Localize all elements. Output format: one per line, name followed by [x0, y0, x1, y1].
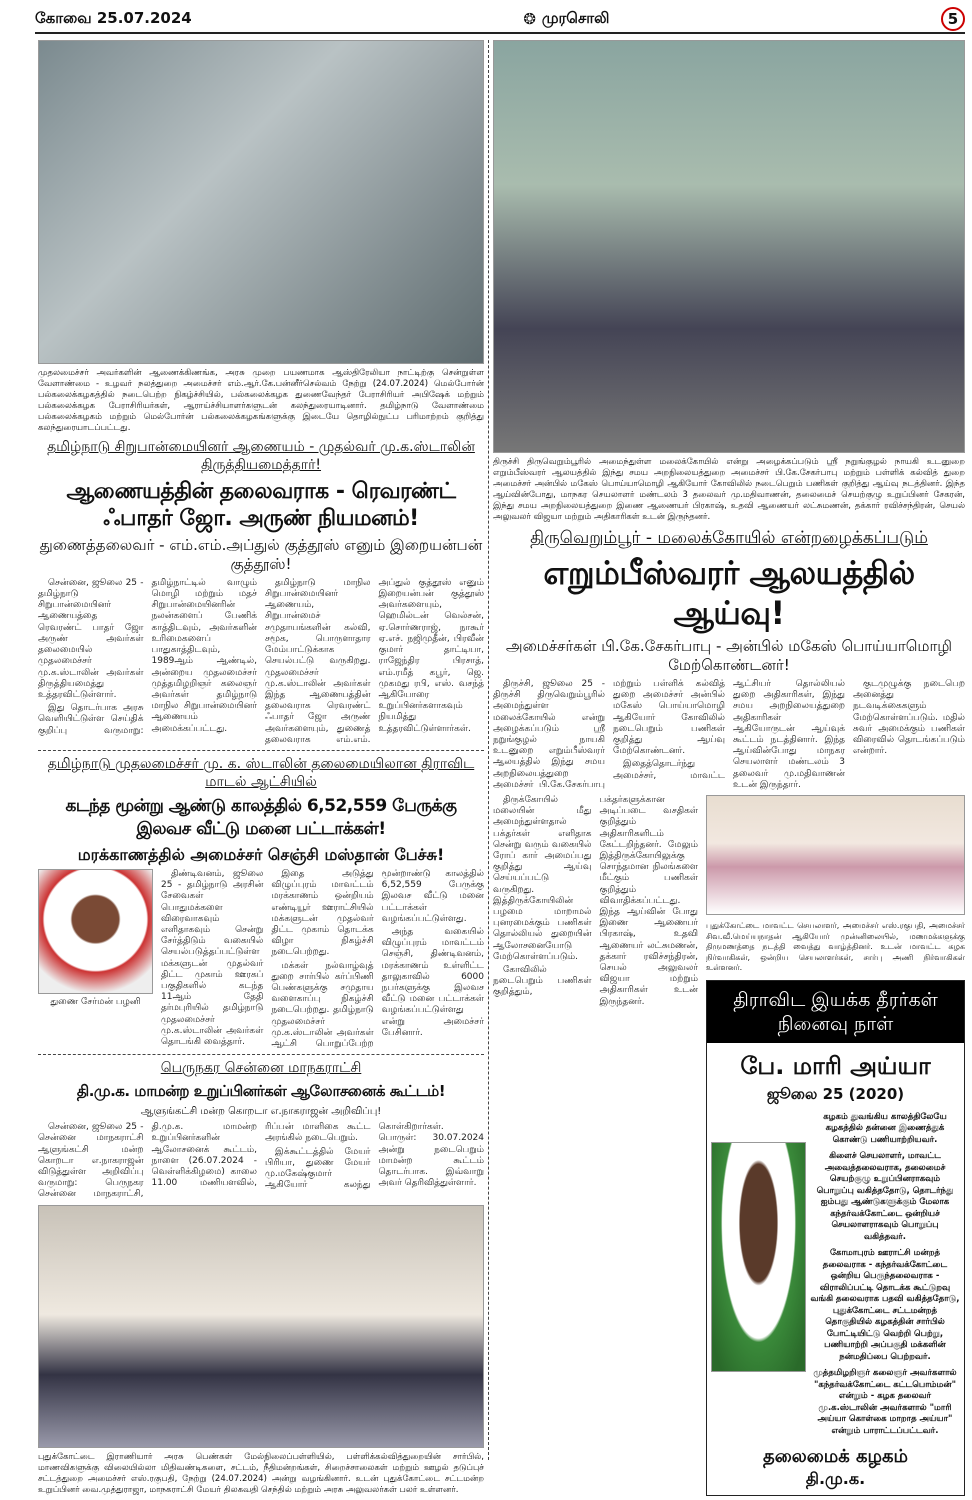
article-body [38, 578, 484, 746]
paragraph: இதைத்தொடர்ந்து அமைச்சர், மாவட்ட ஆட்சியர் தொல்லியல் துறை அதிகாரிகள், இந்து சமய அறநிலையத்துறை அதிகாரிகள் ஆகியோருடன் ஆய்வுக் கூட்டம் நடத்தினார். இந்த ஆய்வின்போது மாநகர செயலாளர் மண்டலம் 3 தலைவர் மு.மதிவாணன் உடன் இருந்தார். [613, 678, 845, 790]
right-subcolumn [706, 795, 965, 1496]
article-subheadline: துணைத்தலைவர் - எம்.எம்.அப்துல் குத்தூஸ் எனும் இறையன்பன் குத்தூஸ்! [39, 535, 483, 573]
portrait-photo [38, 869, 153, 994]
memorial-content [707, 1104, 964, 1446]
article-subheadline: அமைச்சர்கள் பி.கே.சேகர்பாபு - அன்பில் மகேஸ் பொய்யாமொழி மேற்கொண்டனர்! [505, 636, 953, 674]
paragraph: குடமுழுக்கு நடைபெற அனைத்து நடவடிக்கைகளும் மேற்கொள்ளப்படும். மதில் சுவர் அமைக்கும் பணிகள் விரைவில் தொடங்கப்படும் என்றார். [853, 678, 965, 757]
memorial-banner: திராவிட இயக்க தீரர்கள் நினைவு நாள் [707, 981, 964, 1043]
memorial-footer: தலைமைக் கழகம் [763, 1446, 908, 1467]
page-header [35, 6, 965, 34]
wedding-photo [706, 795, 965, 915]
memorial-date: ஜூலை 25 (2020) [766, 1084, 905, 1103]
temple-inspection-photo [493, 40, 965, 453]
paragraph: மக்கள் நல்வாழ்வுத் துறை சார்பில் கர்ப்பிணி பெண்களுக்கு சமுதாய வளைகாப்பு நிகழ்ச்சி நடைபெற்றது. தமிழ்நாடு முதலமைச்சர் மு.க.ஸ்டாலின் அவர்கள் ஆட்சி பொறுப்பேற்ற மூன்றாண்டு காலத்தில் 6,52,559 பேருக்கு இலவச வீட்டு மனை பட்டாக்கள் வழங்கப்பட்டுள்ளது. [271, 868, 484, 1049]
paragraph: இது தொடர்பாக அரசு வெளியிட்டுள்ள செய்திக் குறிப்பு வருமாறு: தமிழ்நாட்டில் வாழும் மொழி மற்றும் மதச் சிறுபான்மையினரின் நலன்களைப் பேணிக் காத்திடவும், அவர்களின் உரிமைகளைப் பாதுகாத்திடவும், 1989ஆம் ஆண்டில், அன்றைய முதலமைச்சர் முத்தமிழறிஞர் கலைஞர் அவர்கள் தமிழ்நாடு மாநில சிறுபான்மையினர் ஆணையம் அமைக்கப்பட்டது. [38, 577, 257, 736]
paragraph: இதை அடுத்து விழுப்புரம் மாவட்டம் மரக்காணம் ஒன்றியம் எண்டியூர் ஊராட்சியில் மக்களுடன் முதல்வர் திட்ட முகாம் தொடக்க விழா நிகழ்ச்சி நடைபெற்றது. [271, 868, 374, 958]
article-body [493, 679, 965, 791]
memorial-name: பே. மாரி அய்யா [740, 1051, 931, 1080]
paragraph: திருச்சி, ஜூலை 25 - திருச்சி திருவெறும்பூரில் அமைந்துள்ள மலைக்கோயில் என்று அழைக்கப்படும் ஸ்ரீ நறுங்குழல் நாயகி உடனுறை எறும்பீஸ்வரர் ஆலயத்தில் இந்து சமய அறநிலையத்துறை அமைச்சர் பி.கே.சேகர்பாபு மற்றும் பள்ளிக் கல்வித் துறை அமைச்சர் அன்பில் மகேஸ் பொய்யாமொழி ஆகியோர் கோவிலில் நடைபெறும் பணிகள் குறித்து ஆய்வு மேற்கொண்டனர். [493, 678, 725, 790]
bicycle-distribution-photo [38, 1205, 484, 1448]
paragraph: இக்கூட்டத்தில் மேயர் பிரியா, துணை மேயர் மு.மகேஷ்குமார் ஆகியோர் கலந்து கொள்கிறார்கள். பொருள்: 30.07.2024 அன்று நடைபெறும் மாமன்ற கூட்டம் தொடர்பாக. இவ்வாறு அவர் தெரிவித்துள்ளார். [265, 1122, 484, 1191]
right-column [493, 40, 965, 1496]
paragraph: கிளைச் செயலாளர், மாவட்ட அவைத்தலைவராக, தலைமைச் செயற்குழு உறுப்பினராகவும் பொறுப்பு வகித்ததோடு, தொடர்ந்து ஐம்பது ஆண்டுகளுக்கும் மேலாக கந்தர்வக்கோட்டை ஒன்றியச் செயலாளராகவும் பொறுப்பு வகித்தவர். [816, 1151, 954, 1242]
article-subheadline: ஆளுங்கட்சி மன்ற கொறடா எ.நாகராஜன் அறிவிப்பு! [140, 1106, 382, 1118]
page-number: 5 [941, 7, 965, 31]
masthead [523, 9, 609, 29]
portrait-block [38, 869, 153, 1008]
article-headline: கடந்த மூன்று ஆண்டு காலத்தில் 6,52,559 பேருக்கு இலவச வீட்டு மனை பட்டாக்கள்! [65, 795, 457, 839]
photo-caption: புதுக்கோட்டை மாவட்ட செயலாளர், அமைச்சர் எஸ்.ரகுபதி, அமைச்சர் சிவ.வீ.மெய்யநாதன் ஆகியோர் முன்னிலையில், மணமக்களுக்கு திருமணத்தை நடத்தி வைத்து வாழ்த்தினர். உடன் மாவட்ட கழக நிர்வாகிகள், ஒன்றிய செயலாளர்கள், சார்பு அணி நிர்வாகிகள் உள்ளனர். [706, 921, 965, 972]
meeting-photo [38, 40, 484, 364]
paragraph: முத்தமிழறிஞர் கலைஞர் அவர்களால் "கந்தர்வக்கோட்டை கட்டபொம்மன்" என்றும் - கழக தலைவர் மு.க.ஸ்டாலின் அவர்களால் "மாரி அய்யா கொள்கை மாறாத அய்யா" என்றும் பாராட்டப்பட்டவர். [813, 1368, 957, 1436]
divider [38, 1054, 484, 1055]
edition-date: கோவை 25.07.2024 [35, 9, 192, 27]
article-kicker: திருவெறும்பூர் - மலைக்கோயில் என்றழைக்கப்படும் [530, 527, 928, 548]
paragraph: திருக்கோயில் மலையின் மீது அமைந்துள்ளதால் பக்தர்கள் எளிதாக சென்று வரும் வகையில் ரோப் கார் அமைப்பது குறித்து ஆய்வு செய்யப்பட்டு வருகிறது. இத்திருக்கோயிலின் பழமை மாறாமல் புனரமைக்கும் பணிகள் தொல்லியல் துறையின் ஆலோசனையோடு மேற்கொள்ளப்படும். [493, 795, 592, 962]
paragraph: கோவிலில் நடைபெறும் பணிகள் குறித்தும், பக்தர்களுக்கான அடிப்படை வசதிகள் குறித்தும் அதிகாரிகளிடம் கேட்டறிந்தனர். மேலும் இத்திருக்கோயிலுக்கு சொந்தமான நிலங்களை மீட்கும் பணிகள் குறித்தும் விவாதிக்கப்பட்டது. இந்த ஆய்வின் போது இணை ஆணையர் பிரகாஷ், உதவி ஆணையர் லட்சுமணன், தக்கார் ரவிச்சந்திரன், செயல் அலுவலர் விஜயா மற்றும் அதிகாரிகள் உடன் இருந்தனர். [493, 795, 698, 1007]
article-kicker: தமிழ்நாடு சிறுபான்மையினர் ஆணையம் - முதல்வர் மு.க.ஸ்டாலின் திருத்தியமைத்தார்! [47, 438, 475, 473]
paragraph: கழகம் துவங்கிய காலத்திலேயே கழகத்தில் தன்னை இணைத்துக் கொண்டு பணியாற்றியவர். [823, 1111, 947, 1145]
article-kicker: தமிழ்நாடு முதலமைச்சர் மு. க. ஸ்டாலின் தலைமையிலான திராவிட மாடல் ஆட்சியில் [47, 755, 475, 790]
article-headline: எறும்பீஸ்வரர் ஆலயத்தில் ஆய்வு! [543, 553, 915, 632]
paper-name: முரசொலி [541, 9, 610, 27]
article-subheadline: மரக்காணத்தில் அமைச்சர் செஞ்சி மஸ்தான் பேச்சு! [77, 844, 445, 864]
photo-caption: துணை சேர்மன் பழனி [50, 996, 141, 1007]
column-divider [488, 40, 489, 1460]
left-column [38, 40, 484, 1496]
paragraph: கோமாபுரம் ஊராட்சி மன்றத் தலைவராக - கந்தர்வக்கோட்டை ஒன்றிய பெருந்தலைவராக - விராலிப்பட்டி தொடக்க கூட்டுறவு வங்கி தலைவராக பதவி வகித்ததோடு, புதுக்கோட்டை சட்டமன்றத் தொகுதியில் கழகத்தின் சார்பில் போட்டியிட்டு வெற்றி பெற்று, பணியாற்றி அப்பகுதி மக்களின் நன்மதிப்பை பெற்றவர். [810, 1248, 960, 1362]
memorial-bio [810, 1112, 960, 1438]
memorial-box [706, 980, 965, 1497]
article-content [38, 869, 484, 1050]
photo-caption: திருச்சி திருவெறும்பூரில் அமைந்துள்ள மலைக்கோயில் என்று அழைக்கப்படும் ஸ்ரீ நறுங்குழல் நாயகி உடனுறை எறும்பீஸ்வரர் ஆலயத்தில் இந்து சமய அறநிலையத்துறை அமைச்சர் பி.கே.சேகர்பாபு மற்றும் பள்ளிக் கல்வித் துறை அமைச்சர் அன்பில் மகேஸ் பொய்யாமொழி ஆகியோர் கோவிலில் நடைபெறும் பணிகள் குறித்து ஆய்வு நடத்தினர். இந்த ஆய்வின்போது, மாநகர செயலாளர் மண்டலம் 3 தலைவர் மு.மதிவாணன், தலைமைச் செயற்குழு உறுப்பினர் சேகரன், இந்து சமய அறநிலையத்துறை இணை ஆணையர் பிரகாஷ், உதவி ஆணையர் லட்சுமணன், தக்கார் ரவிச்சந்திரன், செயல் அலுவலர் விஜயா மற்றும் அதிகாரிகள் உடன் இருந்தனர். [493, 456, 965, 522]
article-body [493, 795, 698, 1008]
memorial-footer-party: தி.மு.க. [805, 1469, 866, 1488]
paragraph: திண்டிவனம், ஜூலை 25 - தமிழ்நாடு அரசின் சேவைகள் பொதுமக்களை விரைவாகவும் எளிதாகவும் சென்று சேர்த்திடும் வகையில் செயல்படுத்தப்பட்டுள்ள மக்களுடன் முதல்வர் திட்ட முகாம் ஊரகப் பகுதிகளில் கடந்த 11ஆம் தேதி தர்மபுரியில் தமிழ்நாடு முதலமைச்சர் மு.க.ஸ்டாலின் அவர்கள் தொடங்கி வைத்தார். [161, 868, 264, 1047]
lower-section [493, 795, 965, 1496]
paragraph: அந்த வகையில் விழுப்புரம் மாவட்டம் செஞ்சி, திண்டிவனம், மரக்காணம் உள்ளிட்ட தாலுகாவில் 6000 நபர்களுக்கு இலவச வீட்டு மனை பட்டாக்கள் வழங்கப்பட்டுள்ளது என்று அமைச்சர் பேசினார். [381, 926, 484, 1038]
paragraph: சென்னை, ஜூலை 25 - சென்னை மாநகராட்சி ஆளுங்கட்சி மன்ற கொறடா எ.நாகராஜன் விடுத்துள்ள அறிவிப்பு வருமாறு: பெருநகர சென்னை மாநகராட்சி, தி.மு.க. மாமன்ற உறுப்பினர்களின் ஆலோசனைக் கூட்டம், நாளை (26.07.2024 - வெள்ளிக்கிழமை) காலை 11.00 மணியளவில், ரிப்பன் மாளிகை கூட்ட அரங்கில் நடைபெறும். [38, 1122, 371, 1200]
paragraph: தமிழ்நாடு மாநில சிறுபான்மையினர் ஆணையம், சிறுபான்மைச் சமுதாயங்களின் கல்வி, சமூக, பொருளாதார மேம்பாட்டுக்காக செயல்பட்டு வருகிறது. முதலமைச்சர் மு.க.ஸ்டாலின் அவர்கள் இந்த ஆணையத்தின் தலைவராக ரெவரண்ட் ஃபாதர் ஜோ அருண் அவர்களையும், துணைத் தலைவராக எம்.எம். அப்துல் குத்தூஸ் எனும் இறையன்பன் குத்தூஸ் அவர்களையும், ஹெமில்டன் வெல்சன், ஏ.சொர்ணராஜ், நாகூர் ஏ.எச். நஜிமுதீன், பிரவீன் குமார் தாட்டியா, ராஜேந்திர பிரசாத், எம்.ரமீத் கபூர், ஜெ. முகமது ரபி, எஸ். வசந்த் ஆகியோரை உறுப்பினர்களாகவும் நியமித்து உத்தரவிட்டுள்ளார்கள். [265, 577, 484, 745]
article-body [161, 869, 484, 1050]
divider [38, 750, 484, 751]
photo-caption: முதலமைச்சர் அவர்களின் ஆணைக்கிணங்க, அரசு முறை பயணமாக ஆஸ்திரேலியா நாட்டிற்கு சென்றுள்ள வேளாண்மை - உழவர் நலத்துறை அமைச்சர் எம்.ஆர்.கே.பன்னீர்செல்வம் நேற்று (24.07.2024) மெல்போர்ன் பல்கலைக்கழகத்தில் நடைபெற்ற நிகழ்ச்சியில், பல்கலைக்கழக துணைவேந்தர் பேராசிரியர் அபிஷேக் மற்றும் பல்கலைக்கழக பேராசிரியர்கள், ஆராய்ச்சியாளர்களுடன் கலந்துரையாடினார். தமிழ்நாடு வேளாண்மை பல்கலைக்கழகம் மற்றும் மெல்போர்ன் பல்கலைக்கழகங்களுக்கு இடையே தொழில்நுட்ப பரிமாற்றம் குறித்து கலந்துரையாடப்பட்டது. [38, 367, 484, 433]
article-kicker: பெருநகர சென்னை மாநகராட்சி [160, 1060, 362, 1077]
article-body [38, 1122, 484, 1200]
logo-icon: ❂ [523, 10, 536, 28]
article-headline: தி.மு.க. மாமன்ற உறுப்பினர்கள் ஆலோசனைக் கூட்டம்! [76, 1082, 446, 1101]
paragraph: சென்னை, ஜூலை 25 - தமிழ்நாடு சிறுபான்மையினர் ஆணையத்தை ரெவரண்ட் பாதர் ஜோ அருண் அவர்கள் தலைமையில் முதலமைச்சர் மு.க.ஸ்டாலின் அவர்கள் திருத்தியமைத்து உத்தரவிட்டுள்ளார். [38, 577, 144, 700]
photo-caption: புதுக்கோட்டை இராணியார் அரசு பெண்கள் மேல்நிலைப்பள்ளியில், பள்ளிக்கல்வித்துறையின் சார்பில், மாணவிகளுக்கு விலையில்லா மிதிவண்டிகளை, சட்டம், நீதிமன்றங்கள், சிறைச்சாலைகள் மற்றும் ஊழல் தடுப்புச் சட்டத்துறை அமைச்சர் எஸ்.ரகுபதி, நேற்று (24.07.2024) அன்று வழங்கினார். உடன் புதுக்கோட்டை சட்டமன்ற உறுப்பினர் வை.முத்துராஜா, மாநகராட்சி மேயர் திலகவதி செந்தில் மற்றும் அரசு அலுவலர்கள் பலர் உள்ளனர். [38, 1452, 484, 1495]
article-headline: ஆணையத்தின் தலைவராக - ரெவரண்ட் ஃபாதர் ஜோ. அருண் நியமனம்! [66, 478, 456, 531]
memorial-portrait [711, 1142, 806, 1372]
